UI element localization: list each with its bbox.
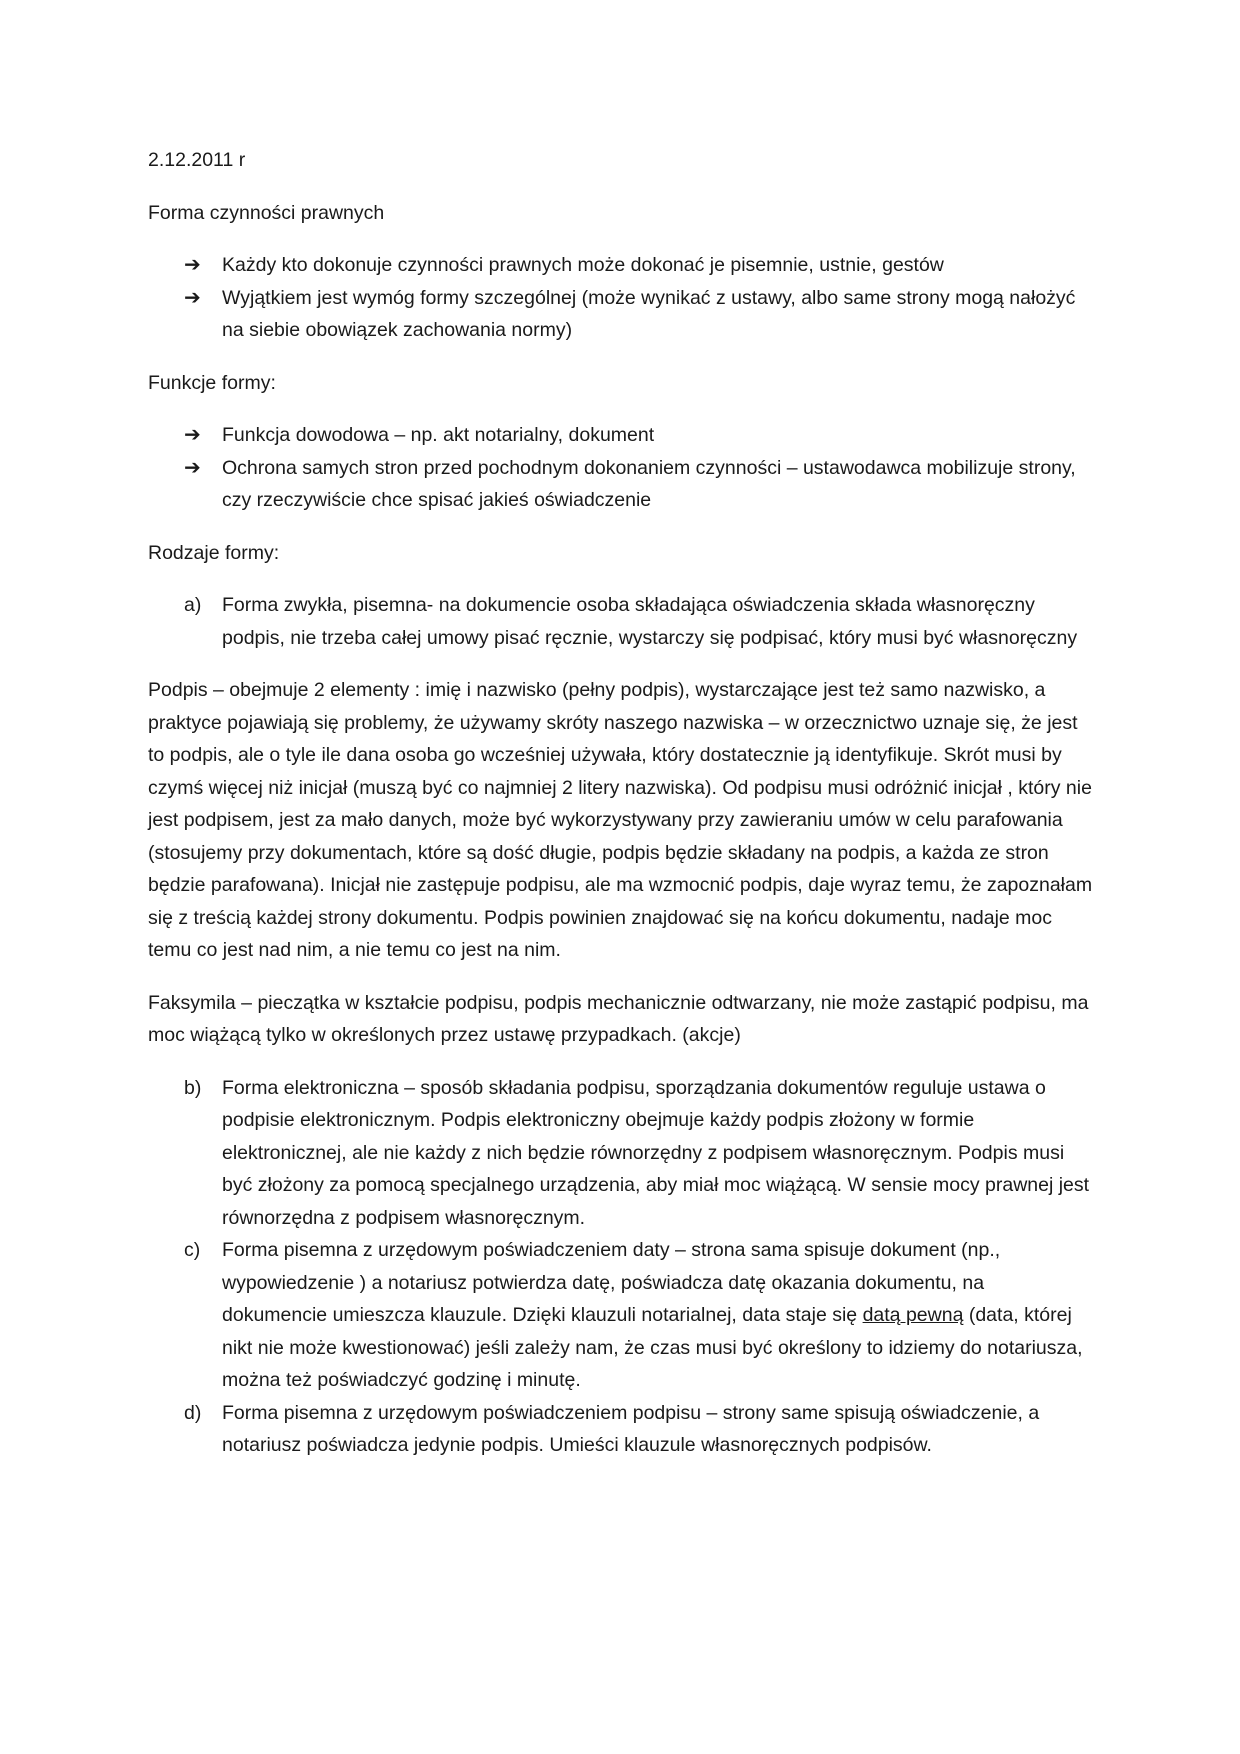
list-marker: a) — [184, 594, 202, 616]
right-arrow-icon: ➔ — [184, 456, 201, 479]
list-item-text-end: (data, której nikt nie może kwestionować) jeśli zależy nam, że czas musi być określony to idziemy do notariusza, można też poświadczyć godzinę i minutę. — [222, 1304, 1083, 1391]
alpha-list-formy — [148, 1072, 1093, 1462]
list-item — [148, 282, 1093, 347]
section-heading-rodzaje: Rodzaje formy: — [148, 541, 280, 564]
list-item — [148, 1234, 1093, 1397]
list-marker: d) — [184, 1401, 202, 1424]
right-arrow-icon: ➔ — [184, 424, 201, 446]
list-item — [148, 589, 1093, 654]
list-item-text: Forma pisemna z urzędowym poświadczeniem podpisu – strony same spisują oświadczenie, a notariusz poświadcza jedynie podpis. Umieści klauzule własnoręcznych podpisów. — [222, 1401, 1040, 1456]
section-heading-funkcje: Funkcje formy: — [148, 371, 276, 394]
paragraph-faksymila: Faksymila – pieczątka w kształcie podpisu, podpis mechanicznie odtwarzany, nie może zastąpić podpisu, ma moc wiążącą tylko w określonych przez ustawę przypadkach. (akcje) — [148, 991, 1089, 1046]
list-item-text: Ochrona samych stron przed pochodnym dokonaniem czynności – ustawodawca mobilizuje strony, czy rzeczywiście chce spisać jakieś oświadczenie — [222, 456, 1076, 511]
bullet-list-funkcje — [148, 419, 1093, 517]
list-item-text: Forma zwykła, pisemna- na dokumencie osoba składająca oświadczenia składa własnoręczny podpis, nie trzeba całej umowy pisać ręcznie, wystarczy się podpisać, który musi być własnoręczny — [222, 594, 1078, 649]
document-date: 2.12.2011 r — [148, 149, 246, 171]
list-item — [148, 1072, 1093, 1235]
list-item-text: Każdy kto dokonuje czynności prawnych może dokonać je pisemnie, ustnie, gestów — [222, 254, 944, 276]
list-item-text — [222, 1239, 1083, 1391]
paragraph-podpis: Podpis – obejmuje 2 elementy : imię i nazwisko (pełny podpis), wystarczające jest też samo nazwisko, a praktyce pojawiają się problemy, że używamy skróty naszego nazwiska – w orzecznictwo uznaje się, że jest to podpis, ale o tyle ile dana osoba go wcześniej używała, który dostatecznie ją identyfikuje. Skrót musi by czymś więcej niż inicjał (muszą być co najmniej 2 litery nazwiska). Od podpisu musi odróżnić inicjał , który nie jest podpisem, jest za mało danych, może być wykorzystywany przy zawieraniu umów w celu parafowania (stosujemy przy dokumentach, które są dość długie, podpis będzie składany na podpis, a każda ze stron będzie parafowana). Inicjał nie zastępuje podpisu, ale ma wzmocnić podpis, daje wyraz temu, że zapoznałam się z treścią każdej strony dokumentu. Podpis powinien znajdować się na końcu dokumentu, nadaje moc temu co jest nad nim, a nie temu co jest na nim. — [148, 679, 1093, 961]
list-item-text: Funkcja dowodowa – np. akt notarialny, dokument — [222, 424, 655, 446]
list-item — [148, 419, 1093, 452]
section-heading-forma: Forma czynności prawnych — [148, 201, 385, 224]
alpha-list-rodzaje — [148, 589, 1093, 654]
list-item-text: Forma elektroniczna – sposób składania podpisu, sporządzania dokumentów reguluje ustawa o podpisie elektronicznym. Podpis elektroniczny obejmuje każdy podpis złożony w formie elektronicznej, ale nie każdy z nich będzie równorzędny z podpisem własnoręcznym. Podpis musi być złożony za pomocą specjalnego urządzenia, aby miał moc wiążącą. W sensie mocy prawnej jest równorzędna z podpisem własnoręcznym. — [222, 1076, 1090, 1229]
list-item-text-start: Forma pisemna z urzędowym poświadczeniem daty – strona sama spisuje dokument (np., wypowiedzenie ) a notariusz potwierdza datę, poświadcza datę okazania dokumentu, na dokumencie umieszcza klauzule. Dzięki klauzuli notarialnej, data staje się — [222, 1239, 1001, 1326]
underlined-term: datą pewną — [862, 1304, 964, 1326]
list-item-text: Wyjątkiem jest wymóg formy szczególnej (może wynikać z ustawy, albo same strony mogą nałożyć na siebie obowiązek zachowania normy) — [222, 286, 1076, 341]
list-item — [148, 1397, 1093, 1462]
list-item — [148, 249, 1093, 282]
right-arrow-icon: ➔ — [184, 254, 201, 276]
list-marker: c) — [184, 1239, 201, 1261]
document-page — [148, 140, 1093, 1462]
list-marker: b) — [184, 1076, 202, 1099]
right-arrow-icon: ➔ — [184, 286, 201, 309]
bullet-list-forma — [148, 249, 1093, 347]
list-item — [148, 452, 1093, 517]
